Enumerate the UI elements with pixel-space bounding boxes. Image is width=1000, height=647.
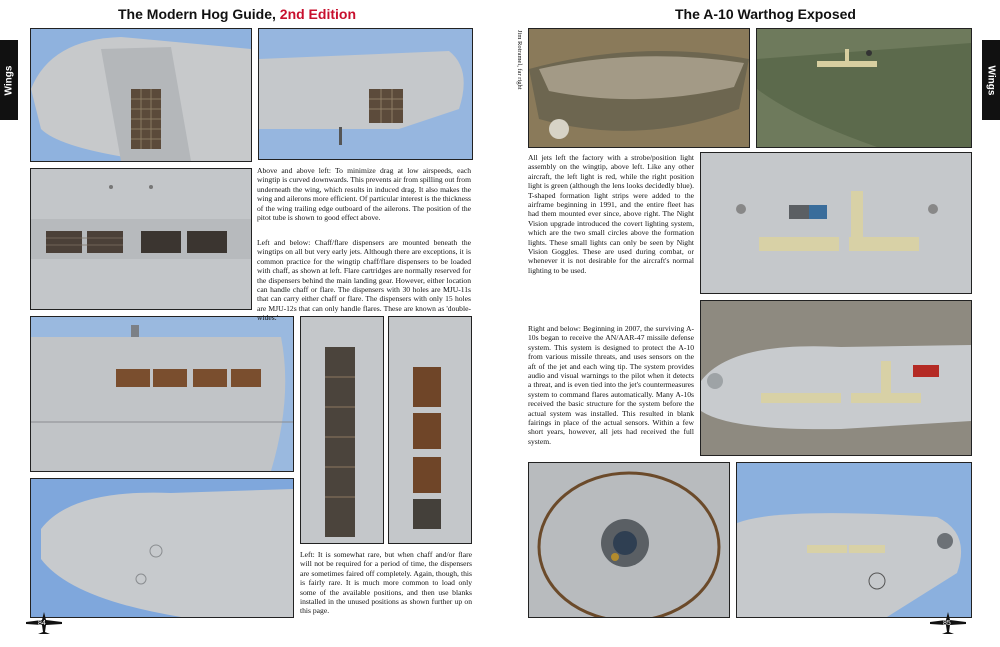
caption-wingtip-drag: Above and above left: To minimize drag at low airspeeds, each wingtip is curved downwards. This prevents air from spilling out from underneath the wing, which results in induced drag. It also makes the wing and ailerons more efficient. Of particular interest is the thickness of the wing trailing edge outboard of the ailerons. The position of the pitot tube is shown to good effect above. — [257, 166, 471, 223]
caption-faired-dispensers: Left: It is somewhat rare, but when chaff and/or flare will not be required for a period of time, the dispensers are sometimes faired off completely. Again, though, this is fairly rare. It is much more common to load only some of the available positions, and then use blanks installed in the unused positions as shown further up on this page. — [300, 550, 472, 616]
book-title: The Modern Hog Guide, — [118, 6, 276, 22]
caption-strobe-lights: All jets left the factory with a strobe/position light assembly on the wingtip, above left. Like any other aircraft, the left light is red, while the right position light is green (although the lens looks decidedly blue). T-shaped formation light strips were added to the airframe beginning in 1991, and the entire fleet has had them mounted ever since, above right. The Night Vision upgrade introduced the covert lighting system, which are the two small circles above the formation lights. These small lights can only be seen by Night Vision Goggles. These are used during combat, or whenever it is not desirable for the aircraft's normal lighting to be used. — [528, 153, 694, 275]
page-header-right: The A-10 Warthog Exposed — [675, 6, 856, 22]
photo-wingtip-underside — [30, 28, 252, 162]
right-page — [500, 0, 1000, 647]
section-tab-left: Wings — [0, 40, 18, 120]
caption-chaff-flare: Left and below: Chaff/flare dispensers are mounted beneath the wingtips on all but very early jets. Although there are exceptions, it is common practice for the wingtip chaff/flare dispensers to be loaded with chaff, as shown at left. Flare cartridges are normally reserved for the dispensers behind the main landing gear. However, either location can handle chaff or flare. The dispensers with 30 holes are MJU-11s that can carry either chaff or flare. The dispensers with only 15 holes are MJU-12s that can only handle flares. These are known as 'double-wides.' — [257, 238, 471, 323]
caption-missile-defense: Right and below: Beginning in 2007, the surviving A-10s began to receive the AN/AAR-47 missile defense system. This system is designed to protect the A-10 from various missile threats, and uses sensors on the aft of the jet and each wing tip. The system provides audio and visual warnings to the pilot when it detects a threat, and is even tied into the jet's countermeasures system to command flares automatically. Many A-10s received the basic structure for the system before the actual system was installed. This resulted in blank fairings in place of the actual sensors. Within a few short years, however, all jets had received the full system. — [528, 324, 694, 446]
photo-formation-light-strip — [756, 28, 972, 148]
photo-chaff-dispensers — [30, 168, 252, 310]
page-number-left: 84 — [38, 620, 46, 627]
photo-dispenser-strip-1 — [300, 316, 384, 544]
page-header-left — [118, 6, 356, 22]
photo-wingtip-sensor — [736, 462, 972, 618]
photo-dispenser-strip-2 — [388, 316, 472, 544]
photo-flare-dispensers — [30, 316, 294, 472]
section-tab-right: Wings — [982, 40, 1000, 120]
photo-credit: Jim Rotramel, far right — [516, 30, 523, 90]
edition-label: 2nd Edition — [279, 6, 356, 22]
photo-covert-lights — [700, 152, 972, 294]
photo-faired-wingtip — [30, 478, 294, 618]
photo-strobe-light — [528, 28, 750, 148]
photo-sensor-closeup — [528, 462, 730, 618]
photo-wingtip-pitot — [258, 28, 473, 160]
page-number-right: 85 — [943, 620, 951, 627]
photo-missile-sensor-fairing — [700, 300, 972, 456]
